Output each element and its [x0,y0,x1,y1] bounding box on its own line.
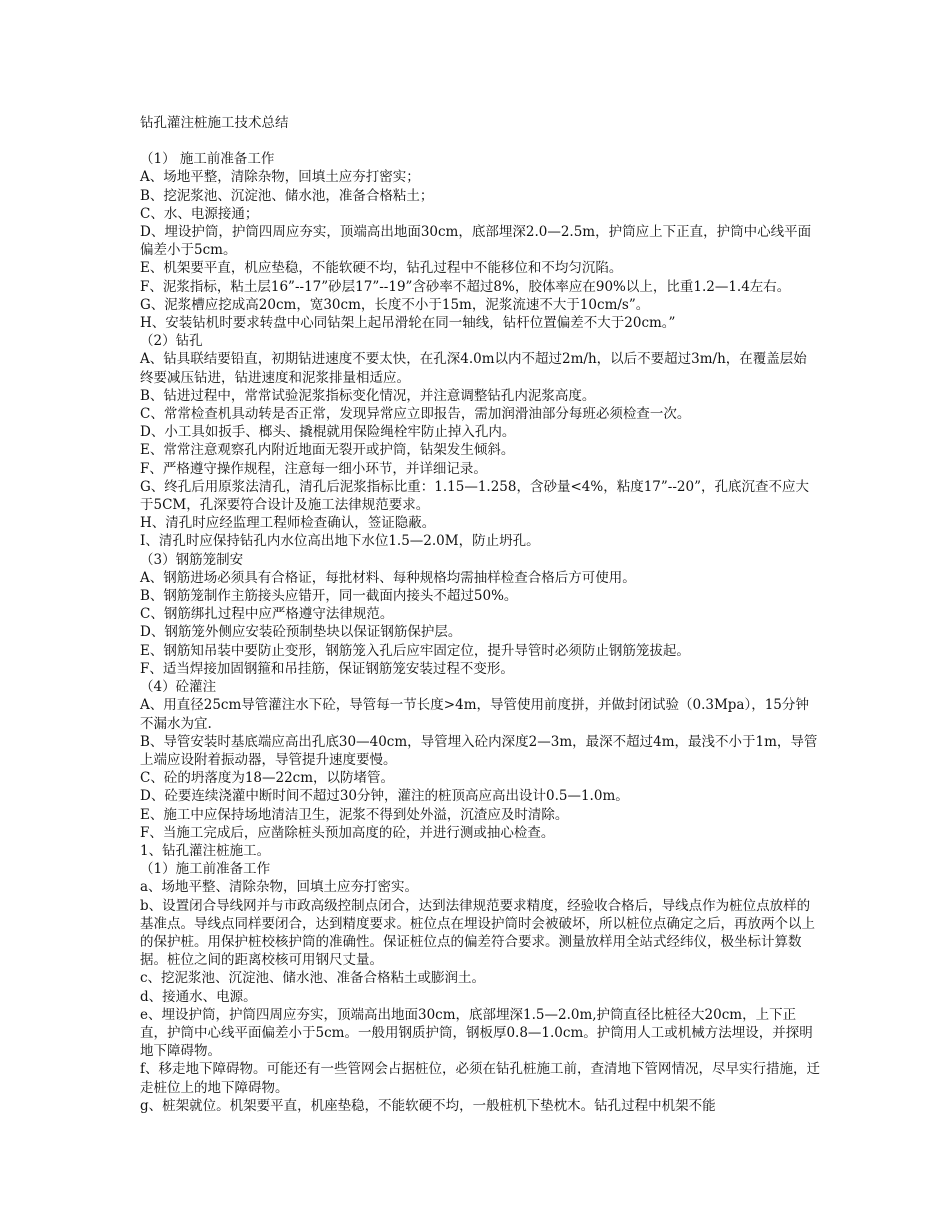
paragraph: c、挖泥浆池、沉淀池、储水池、准备合格粘土或膨润土。 [140,970,486,987]
paragraph: I、清孔时应保持钻孔内水位高出地下水位1.5—2.0M，防止坍孔。 [140,533,540,550]
paragraph: E、施工中应保持场地清洁卫生，泥浆不得到处外溢，沉渣应及时清除。 [140,806,569,823]
paragraph: A、钻具联结要铅直，初期钻进速度不要太快，在孔深4.0m以内不超过2m/h，以后不要超过3m/h，在覆盖层始终要减压钻进，钻进速度和泥浆排量相适应。 [140,351,807,386]
paragraph: （2）钻孔 [140,333,203,350]
paragraph: E、机架要平直，机应垫稳，不能软硬不均，钻孔过程中不能移位和不均匀沉陷。 [140,260,623,277]
document-title: 钻孔灌注桩施工技术总结 [140,115,289,131]
paragraph: F、适当焊接加固钢箍和吊挂筋，保证钢筋笼安装过程不变形。 [140,660,514,677]
paragraph: E、常常注意观察孔内附近地面无裂开或护筒，钻架发生倾斜。 [140,442,515,459]
paragraph: G、终孔后用原浆法清孔，清孔后泥浆指标比重：1.15—1.258，含砂量<4%，粘度17”--20”，孔底沉查不应大于5CM，孔深要符合设计及施工法律规范要求。 [140,478,810,514]
paragraph: D、砼要连续浇灌中断时间不超过30分钟，灌注的桩顶高应高出设计0.5—1.0m。 [140,788,629,805]
paragraph: D、小工具如扳手、榔头、撬棍就用保险绳栓牢防止掉入孔内。 [140,424,516,441]
paragraph: C、钢筋绑扎过程中应严格遵守法律规范。 [140,606,394,623]
paragraph: G、泥浆槽应挖成高20cm，宽30cm，长度不小于15m，泥浆流速不大于10cm/s”。 [140,296,650,313]
paragraph: d、接通水、电源。 [140,988,257,1005]
paragraph: F、当施工完成后，应凿除桩头预加高度的砼，并进行测或抽心检查。 [140,824,555,841]
paragraph: e、埋设护筒，护筒四周应夯实，顶端高出地面30cm，底部埋深1.5—2.0m,护筒直径比桩径大20cm，上下正直，护筒中心线平面偏差小于5cm。一般用钢质护筒，钢板厚0.8—1.0cm。护筒用人工或机械方法埋设，并探明地下障碍物。 [140,1006,813,1060]
paragraph: C、砼的坍落度为18—22cm，以防堵管。 [140,770,395,787]
paragraph: B、钢筋笼制作主筋接头应错开，同一截面内接头不超过50%。 [140,588,518,605]
paragraph: B、导管安装时基底端应高出孔底30—40cm，导管埋入砼内深度2—3m，最深不超过4m，最浅不小于1m，导管上端应设附着振动器，导管提升速度要慢。 [140,733,818,768]
paragraph: （3）钢筋笼制安 [140,551,244,568]
paragraph: A、钢筋进场必须具有合格证，每批材料、每种规格均需抽样检查合格后方可使用。 [140,569,636,586]
paragraph: g、桩架就位。机架要平直，机座垫稳，不能软硬不均，一般桩机下垫枕木。钻孔过程中机架不能 [140,1097,716,1114]
paragraph: E、钢筋知吊装中要防止变形，钢筋笼入孔后应牢固定位，提升导管时必须防止钢筋笼拔起。 [140,642,690,659]
paragraph: a、场地平整、清除杂物，回填土应夯打密实。 [140,879,419,896]
document-page [140,114,820,1115]
document-body [140,150,820,1115]
paragraph: f、移走地下障碍物。可能还有一些管网会占据桩位，必须在钻孔桩施工前，查清地下管网情况，尽早实行措施，迁走桩位上的地下障碍物。 [140,1061,820,1096]
paragraph: F、泥浆指标，粘土层16”--17”砂层17”--19”含砂率不超过8%，胶体率应在90%以上，比重1.2—1.4左右。 [140,278,791,295]
paragraph: （1）施工前准备工作 [140,861,271,878]
paragraph: H、安装钻机时要求转盘中心同钻架上起吊滑轮在同一轴线，钻杆位置偏差不大于20cm。” [140,315,676,332]
paragraph: D、钢筋笼外侧应安装砼预制垫块以保证钢筋保护层。 [140,624,462,641]
paragraph: H、清孔时应经监理工程师检查确认，签证隐蔽。 [140,515,436,532]
paragraph: A、场地平整，清除杂物，回填土应夯打密实； [140,169,420,186]
paragraph: B、钻进过程中，常常试验泥浆指标变化情况，并注意调整钻孔内泥浆高度。 [140,387,596,404]
paragraph: （4）砼灌注 [140,679,217,696]
paragraph: b、设置闭合导线网并与市政高级控制点闭合，达到法律规范要求精度，经验收合格后，导线点作为桩位点放样的基准点。导线点同样要闭合，达到精度要求。桩位点在埋设护筒时会被破坏，所以桩位点确定之后，再放两个以上的保护桩。用保护桩校核护筒的准确性。保证桩位点的偏差符合要求。测量放样用全站式经纬仪，极坐标计算数据。桩位之间的距离校核可用钢尺丈量。 [140,897,815,969]
paragraph: F、严格遵守操作规程，注意每一细小环节，并详细记录。 [140,460,487,477]
paragraph: A、用直径25cm导管灌注水下砼，导管每一节长度>4m，导管使用前度拼，并做封闭试验（0.3Mpa），15分钟不漏水为宜. [140,697,809,732]
paragraph: B、挖泥浆池、沉淀池、储水池，准备合格粘土； [140,187,434,204]
paragraph: 1、钻孔灌注桩施工。 [140,842,271,859]
paragraph: D、埋设护筒，护筒四周应夯实，顶端高出地面30cm，底部埋深2.0—2.5m，护筒应上下正直，护筒中心线平面偏差小于5cm。 [140,224,812,259]
paragraph: C、水、电源接通； [140,205,259,222]
paragraph: C、常常检查机具动转是否正常，发现异常应立即报告，需加润滑油部分每班必须检查一次。 [140,406,691,423]
paragraph: （1） 施工前准备工作 [140,151,275,168]
